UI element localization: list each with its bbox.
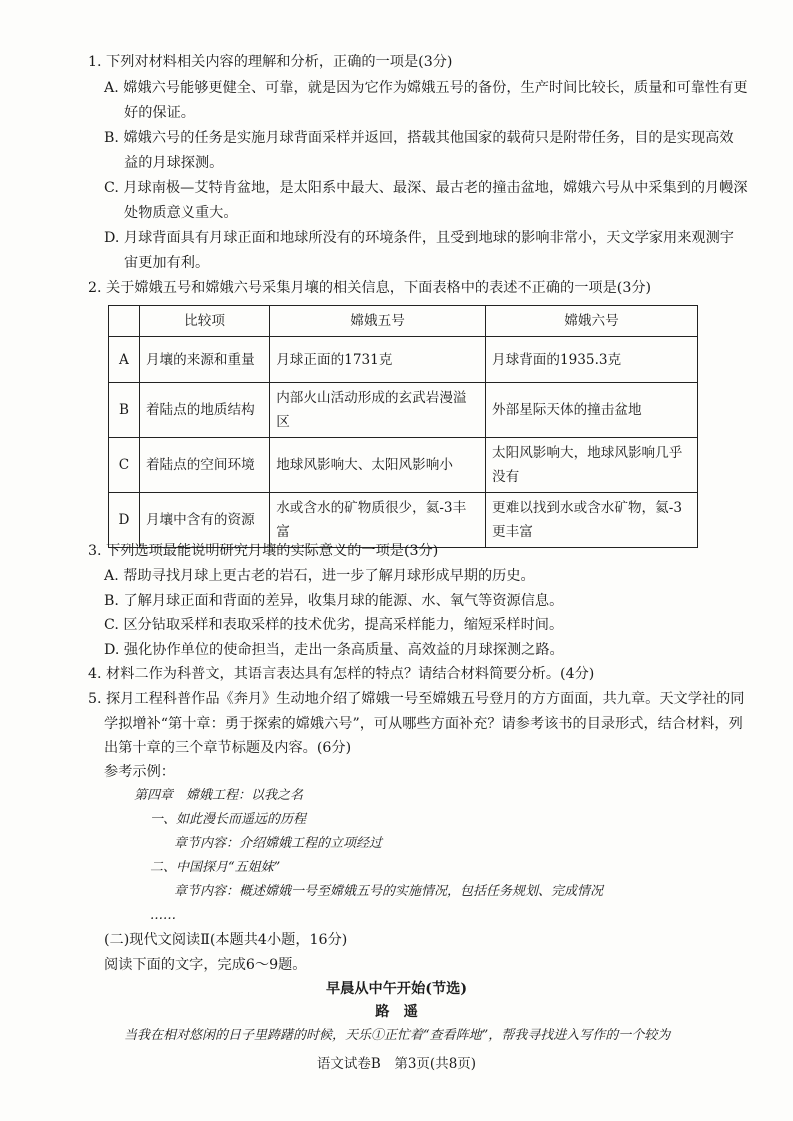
example-section-2-content: 章节内容：概述嫦娥一号至嫦娥五号的实施情况，包括任务规划、完成情况 [174, 884, 604, 899]
table-header-cell: 嫦娥六号 [486, 306, 698, 337]
page-footer: 语文试卷B 第3页(共8页) [316, 1056, 477, 1072]
table-cell: B [109, 383, 140, 438]
table-header-row [109, 306, 698, 337]
q5-stem-line3: 出第十章的三个章节标题及内容。(6分) [104, 740, 352, 756]
table-cell: 月球正面的1731克 [270, 337, 486, 383]
q1-option-b: B. 嫦娥六号的任务是实施月球背面采样并返回，搭载其他国家的载荷只是附带任务，目的是实现高效 [104, 130, 734, 146]
section-heading: (二)现代文阅读Ⅱ(本题共4小题，16分) [104, 932, 348, 948]
q1-option-c-cont: 处物质意义重大。 [124, 205, 238, 221]
table-cell: 地球风影响大、太阳风影响小 [270, 438, 486, 493]
q3-option-d: D. 强化协作单位的使命担当，走出一条高质量、高效益的月球探测之路。 [104, 642, 564, 658]
q1-option-c: C. 月球南极—艾特肯盆地，是太阳系中最大、最深、最古老的撞击盆地，嫦娥六号从中采集到的月幔深 [104, 180, 748, 196]
q1-option-d-cont: 宙更加有利。 [124, 255, 210, 271]
example-section-1-content: 章节内容：介绍嫦娥工程的立项经过 [174, 836, 383, 851]
section-instruction: 阅读下面的文字，完成6～9题。 [104, 957, 307, 973]
q5-stem-line1: 5. 探月工程科普作品《奔月》生动地介绍了嫦娥一号至嫦娥五号登月的方方面面，共九章。天文学社的同 [88, 691, 745, 707]
table-row [109, 493, 698, 548]
q3-option-c: C. 区分钻取采样和表取采样的技术优劣，提高采样能力，缩短采样时间。 [104, 617, 564, 633]
passage-author: 路 遥 [375, 1004, 418, 1020]
q1-option-a: A. 嫦娥六号能够更健全、可靠，就是因为它作为嫦娥五号的备份，生产时间比较长，质量和可靠性有更 [104, 80, 748, 96]
passage-text: 当我在相对悠闲的日子里踌躇的时候，天乐①正忙着“查看阵地”，帮我寻找进入写作的一个较为 [124, 1028, 671, 1043]
table-cell: 月壤中含有的资源 [139, 493, 269, 548]
example-ellipsis: …… [150, 908, 176, 923]
table-cell: A [109, 337, 140, 383]
table-header-cell [109, 306, 140, 337]
q1-option-d: D. 月球背面具有月球正面和地球所没有的环境条件，且受到地球的影响非常小，天文学家用来观测宇 [104, 230, 734, 246]
table-row [109, 383, 698, 438]
table-cell: 月球背面的1935.3克 [486, 337, 698, 383]
q1-option-a-cont: 好的保证。 [124, 105, 195, 121]
table-cell: D [109, 493, 140, 548]
q3-option-a: A. 帮助寻找月球上更古老的岩石，进一步了解月球形成早期的历史。 [104, 568, 535, 584]
q3-option-b: B. 了解月球正面和背面的差异，收集月球的能源、水、氧气等资源信息。 [104, 593, 564, 609]
table-cell: 水或含水的矿物质很少，氦-3丰富 [270, 493, 486, 548]
table-header-cell: 比较项 [139, 306, 269, 337]
example-section-2: 二、中国探月“五姐妹” [150, 860, 281, 875]
q1-stem: 1. 下列对材料相关内容的理解和分析，正确的一项是(3分) [88, 54, 453, 70]
table-cell: 内部火山活动形成的玄武岩漫溢区 [270, 383, 486, 438]
table-cell: 着陆点的空间环境 [139, 438, 269, 493]
q2-stem: 2. 关于嫦娥五号和嫦娥六号采集月壤的相关信息，下面表格中的表述不正确的一项是(3分) [88, 280, 652, 296]
example-section-1: 一、如此漫长而遥远的历程 [150, 812, 307, 827]
table-cell: 着陆点的地质结构 [139, 383, 269, 438]
table-cell: 更难以找到水或含水矿物，氦-3更丰富 [486, 493, 698, 548]
table-header-cell: 嫦娥五号 [270, 306, 486, 337]
table-cell: C [109, 438, 140, 493]
table-cell: 月壤的来源和重量 [139, 337, 269, 383]
passage-title: 早晨从中午开始(节选) [325, 981, 468, 997]
example-chapter-title: 第四章 嫦娥工程：以我之名 [134, 788, 304, 803]
q5-stem-line2: 学拟增补“第十章：勇于探索的嫦娥六号”，可从哪些方面补充？请参考该书的目录形式，结合材料，列 [104, 716, 743, 732]
table-cell: 外部星际天体的撞击盆地 [486, 383, 698, 438]
comparison-table [108, 305, 698, 548]
table-row [109, 337, 698, 383]
example-label: 参考示例： [104, 764, 175, 780]
q3-stem: 3. 下列选项最能说明研究月壤的实际意义的一项是(3分) [88, 543, 439, 559]
table-row [109, 438, 698, 493]
q1-option-b-cont: 益的月球探测。 [124, 155, 224, 171]
table-cell: 太阳风影响大，地球风影响几乎没有 [486, 438, 698, 493]
q4-stem: 4. 材料二作为科普文，其语言表达具有怎样的特点？请结合材料简要分析。(4分) [88, 666, 595, 682]
